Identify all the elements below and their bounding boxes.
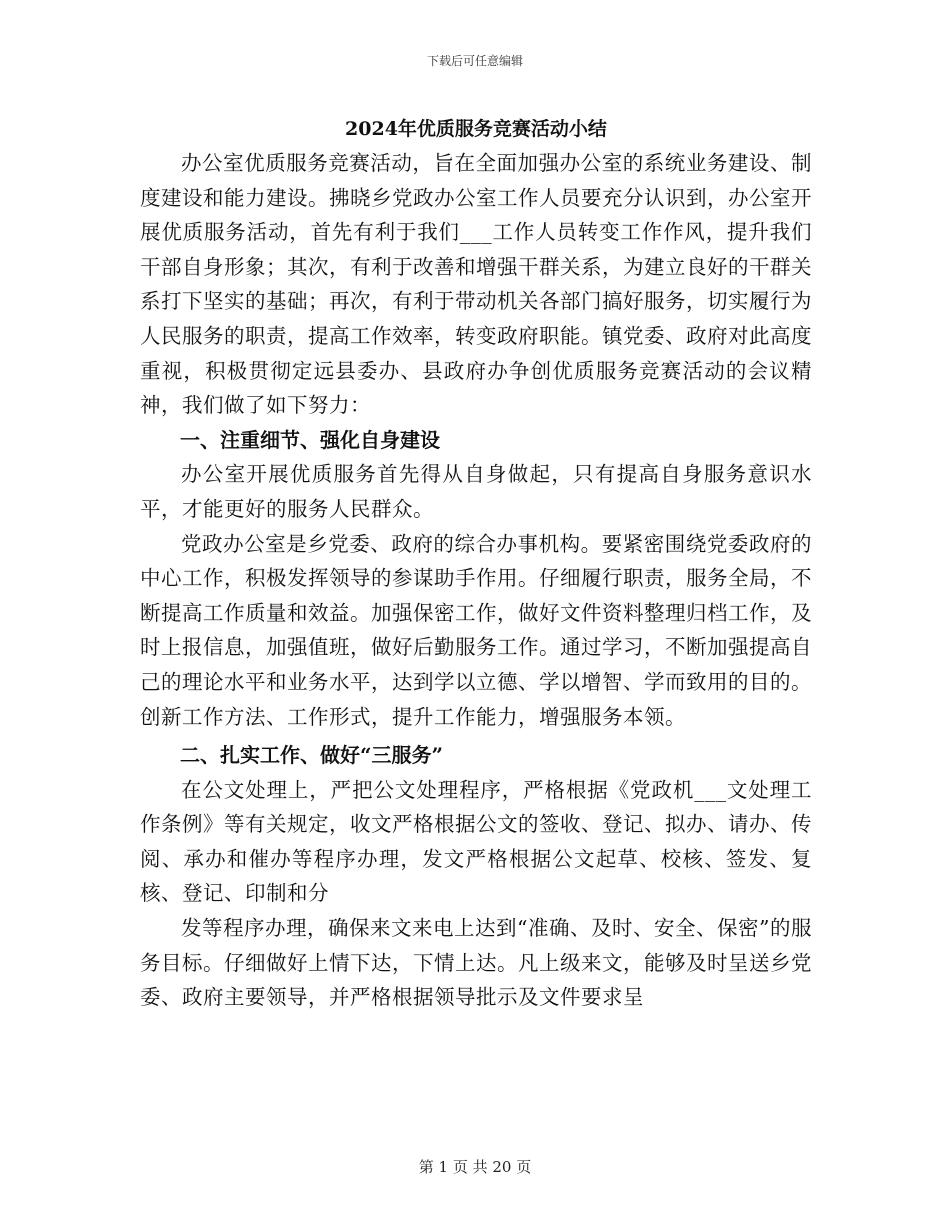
document-title: 2024年优质服务竞赛活动小结 <box>345 118 607 140</box>
document-body <box>140 112 812 1015</box>
paragraph-intro: 办公室优质服务竞赛活动，旨在全面加强办公室的系统业务建设、制度建设和能力建设。拂晓乡党政办公室工作人员要充分认识到，办公室开展优质服务活动，首先有利于我们___工作人员转变工作作风，提升我们干部自身形象；其次，有利于改善和增强干群关系，为建立良好的干群关系打下坚实的基础；再次，有利于带动机关各部门搞好服务，切实履行为人民服务的职责，提高工作效率，转变政府职能。镇党委、政府对此高度重视，积极贯彻定远县委办、县政府办争创优质服务竞赛活动的会议精神，我们做了如下努力： <box>140 151 812 418</box>
paragraph-office-role: 党政办公室是乡党委、政府的综合办事机构。要紧密围绕党委政府的中心工作，积极发挥领导的参谋助手作用。仔细履行职责，服务全局，不断提高工作质量和效益。加强保密工作，做好文件资料整理归档工作，及时上报信息，加强值班，做好后勤服务工作。通过学习，不断加强提高自己的理论水平和业务水平，达到学以立德、学以增智、学而致用的目的。创新工作方法、工作形式，提升工作能力，增强服务本领。 <box>140 531 812 729</box>
page-footer: 第 1 页 共 20 页 <box>418 1158 532 1176</box>
paragraph-dispatch: 发等程序办理，确保来文来电上达到“准确、及时、安全、保密”的服务目标。仔细做好上情下达，下情上达。凡上级来文，能够及时呈送乡党委、政府主要领导，并严格根据领导批示及文件要求呈 <box>140 916 812 1010</box>
section-heading-1: 一、注重细节、强化自身建设 <box>180 427 440 452</box>
paragraph-document-handling: 在公文处理上，严把公文处理程序，严格根据《党政机___文处理工作条例》等有关规定，收文严格根据公文的签收、登记、拟办、请办、传阅、承办和催办等程序办理，发文严格根据公文起草、校核、签发、复核、登记、印制和分 <box>140 777 812 906</box>
page-header: 下载后可任意编辑 <box>426 54 523 68</box>
paragraph-self-building: 办公室开展优质服务首先得从自身做起，只有提高自身服务意识水平，才能更好的服务人民群众。 <box>140 462 812 521</box>
section-heading-2: 二、扎实工作、做好“三服务” <box>180 743 444 768</box>
